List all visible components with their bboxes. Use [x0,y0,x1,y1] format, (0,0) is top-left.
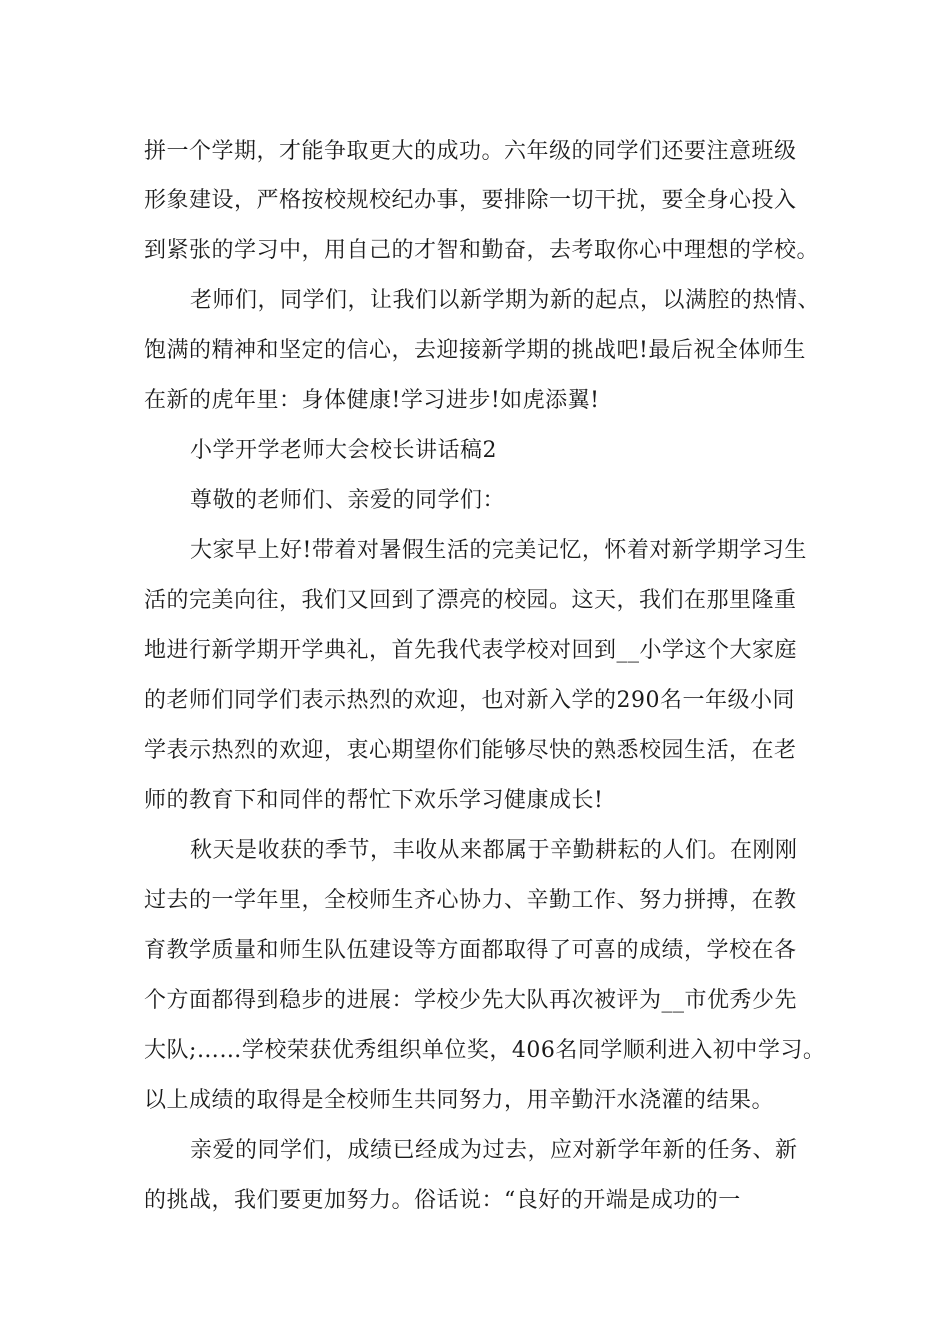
text-line: 形象建设，严格按校规校纪办事，要排除一切干扰，要全身心投入 [144,188,797,213]
text-line: 育教学质量和师生队伍建设等方面都取得了可喜的成绩，学校在各 [144,938,797,963]
text-line: 个方面都得到稳步的进展：学校少先大队再次被评为__市优秀少先 [144,988,798,1013]
text-line: 大队;……学校荣获优秀组织单位奖，406名同学顺利进入初中学习。 [144,1038,826,1063]
text-line: 老师们，同学们，让我们以新学期为新的起点，以满腔的热情、 [190,288,821,313]
text-line: 大家早上好!带着对暑假生活的完美记忆，怀着对新学期学习生 [190,538,807,563]
text-line: 饱满的精神和坚定的信心，去迎接新学期的挑战吧!最后祝全体师生 [144,338,806,363]
text-line: 拼一个学期，才能争取更大的成功。六年级的同学们还要注意班级 [144,139,797,164]
text-line: 地进行新学期开学典礼，首先我代表学校对回到__小学这个大家庭 [144,638,798,663]
text-line: 到紧张的学习中，用自己的才智和勤奋，去考取你心中理想的学校。 [144,238,820,263]
text-line: 师的教育下和同伴的帮忙下欢乐学习健康成长! [144,788,604,813]
text-line: 的老师们同学们表示热烈的欢迎，也对新入学的290名一年级小同 [144,688,795,713]
text-line: 在新的虎年里：身体健康!学习进步!如虎添翼! [144,388,600,413]
text-line: 以上成绩的取得是全校师生共同努力，用辛勤汗水浇灌的结果。 [144,1088,775,1113]
salutation: 尊敬的老师们、亲爱的同学们： [190,488,506,513]
text-line: 学表示热烈的欢迎，衷心期望你们能够尽快的熟悉校园生活，在老 [144,738,797,763]
section-heading: 小学开学老师大会校长讲话稿2 [190,438,497,463]
text-line: 过去的一学年里，全校师生齐心协力、辛勤工作、努力拼搏，在教 [144,888,797,913]
text-line: 亲爱的同学们，成绩已经成为过去，应对新学年新的任务、新 [190,1138,798,1163]
text-line: 活的完美向往，我们又回到了漂亮的校园。这天，我们在那里隆重 [144,588,797,613]
text-line: 的挑战，我们要更加努力。俗话说：“良好的开端是成功的一 [144,1188,741,1213]
text-line: 秋天是收获的季节，丰收从来都属于辛勤耕耘的人们。在刚刚 [190,838,798,863]
